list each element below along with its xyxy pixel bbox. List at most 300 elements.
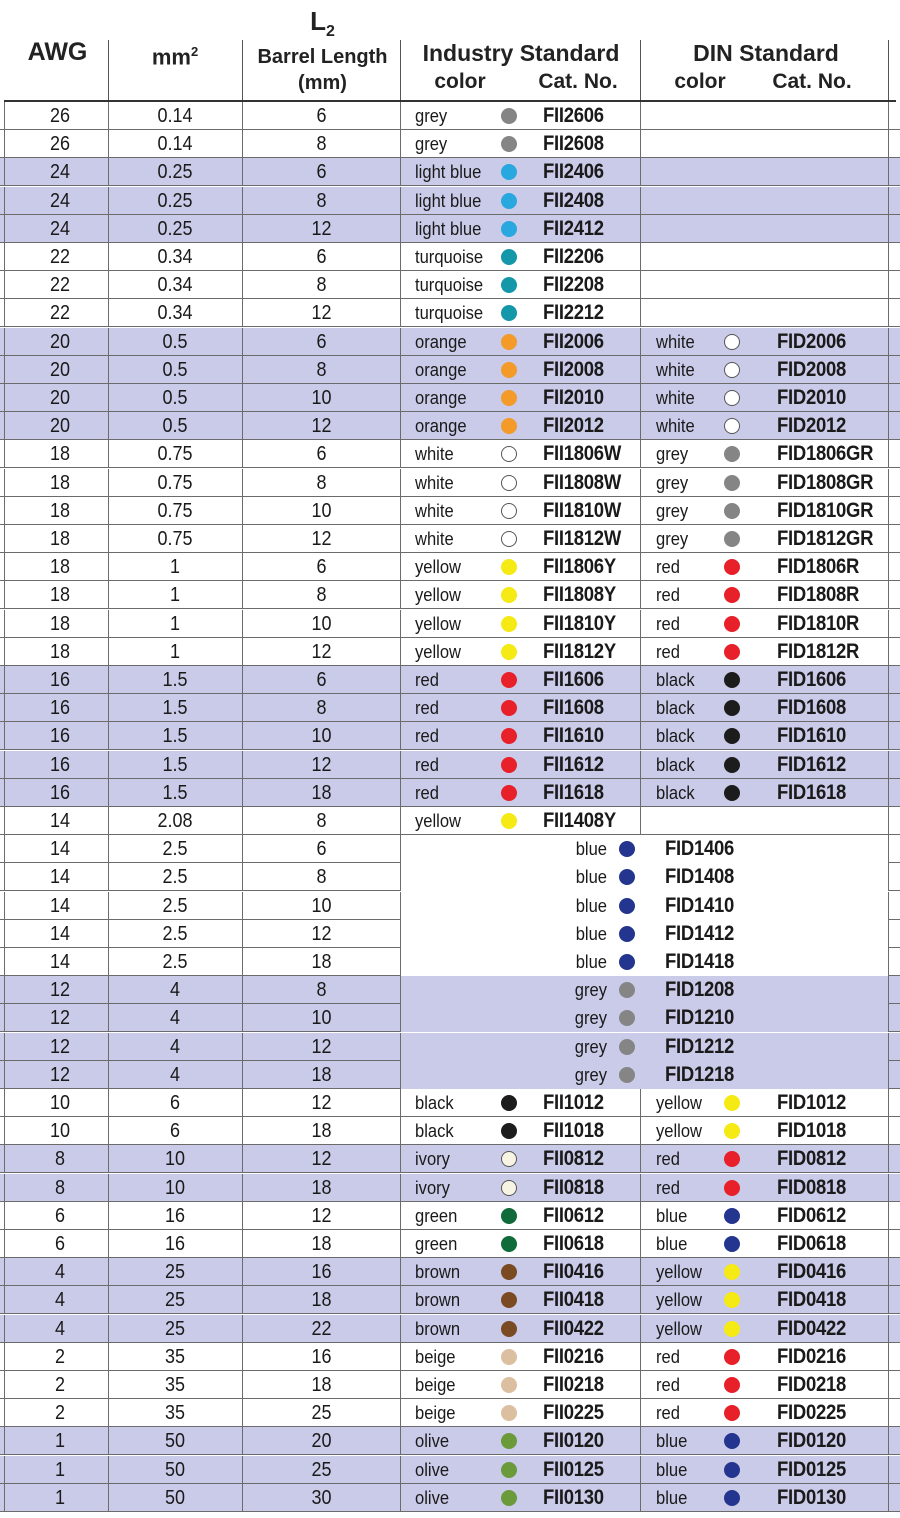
column-divider <box>242 1004 243 1032</box>
din-color-label: blue <box>656 1205 688 1226</box>
awg-cell: 12 <box>49 1035 71 1058</box>
column-divider <box>640 638 641 666</box>
din-cat-no: FID1208 <box>665 978 735 1002</box>
column-divider <box>108 440 109 468</box>
din-color-label: yellow <box>656 1318 703 1339</box>
column-divider <box>640 694 641 722</box>
industry-color-swatch <box>501 559 517 575</box>
din-color-swatch <box>724 559 740 575</box>
industry-color-swatch <box>501 1123 517 1139</box>
table-row <box>0 610 900 638</box>
column-divider <box>888 553 889 581</box>
din-color-swatch <box>724 418 740 434</box>
din-cat-no: FID0225 <box>777 1401 847 1425</box>
column-divider <box>400 694 401 722</box>
mm2-cell: 0.75 <box>157 528 193 550</box>
industry-cat-no: FII2208 <box>543 273 604 297</box>
industry-color-swatch <box>501 1490 517 1506</box>
column-divider <box>108 694 109 722</box>
column-divider <box>640 1484 641 1512</box>
industry-cat-no: FII1018 <box>543 1119 604 1143</box>
awg-cell: 14 <box>49 922 71 945</box>
length-cell: 10 <box>311 894 332 917</box>
din-color-label: grey <box>574 1064 607 1085</box>
industry-cat-no: FII1808Y <box>543 583 616 607</box>
industry-color-swatch <box>501 164 517 180</box>
industry-cat-no: FII2212 <box>543 301 604 325</box>
column-divider <box>888 1230 889 1258</box>
column-divider <box>888 694 889 722</box>
column-divider <box>888 1145 889 1173</box>
din-cat-no: FID2012 <box>777 414 847 438</box>
column-divider <box>888 976 889 1004</box>
din-cat-no: FID0618 <box>777 1232 847 1255</box>
din-cat-no: FID1606 <box>777 668 847 691</box>
column-divider <box>888 863 889 891</box>
awg-cell: 6 <box>54 1233 66 1255</box>
column-divider <box>242 1202 243 1230</box>
column-divider <box>242 1174 243 1202</box>
industry-cat-no: FII1618 <box>543 780 604 804</box>
column-divider <box>640 328 641 356</box>
column-divider <box>108 1399 109 1427</box>
column-divider <box>108 1033 109 1061</box>
column-divider <box>400 1427 401 1455</box>
header-mm2-sup: 2 <box>190 44 199 59</box>
column-divider <box>4 1484 5 1512</box>
industry-color-label: beige <box>415 1375 456 1395</box>
column-divider <box>242 610 243 638</box>
din-color-label: grey <box>656 472 689 493</box>
column-divider <box>400 835 401 863</box>
table-row <box>0 1371 900 1399</box>
industry-color-swatch <box>501 503 517 519</box>
column-divider <box>242 722 243 750</box>
industry-color-swatch <box>501 1377 517 1393</box>
column-divider <box>242 553 243 581</box>
din-color-swatch <box>724 700 740 716</box>
column-divider <box>4 920 5 948</box>
column-divider <box>640 1117 641 1145</box>
industry-color-label: yellow <box>415 641 462 662</box>
din-cat-no: FID1406 <box>665 837 735 861</box>
din-cat-no: FID2010 <box>777 386 847 409</box>
din-cat-no: FID0130 <box>777 1485 847 1509</box>
din-cat-no: FID1806GR <box>777 442 874 466</box>
din-cat-no: FID1812R <box>777 639 860 663</box>
din-cat-no: FID0418 <box>777 1288 847 1312</box>
table-row <box>0 102 900 130</box>
mm2-cell: 2.08 <box>157 810 193 832</box>
column-divider <box>400 215 401 243</box>
column-divider <box>640 1089 641 1117</box>
awg-cell: 10 <box>49 1092 71 1114</box>
din-color-swatch <box>724 475 740 491</box>
din-color-swatch <box>724 1321 740 1337</box>
industry-color-label: turquoise <box>415 275 484 296</box>
industry-color-label: orange <box>415 416 467 437</box>
column-divider <box>4 976 5 1004</box>
length-cell: 25 <box>311 1458 332 1481</box>
table-row <box>0 328 900 356</box>
industry-color-swatch <box>501 728 517 744</box>
industry-cat-no: FII1012 <box>543 1091 604 1114</box>
column-divider <box>640 1399 641 1427</box>
awg-cell: 18 <box>49 471 71 494</box>
industry-cat-no: FII0120 <box>543 1429 604 1453</box>
length-cell: 6 <box>316 838 327 861</box>
awg-cell: 14 <box>49 894 71 917</box>
column-divider <box>108 920 109 948</box>
table-row <box>0 1286 900 1314</box>
din-color-label: black <box>656 726 695 747</box>
column-divider <box>108 158 109 186</box>
column-divider <box>4 469 5 497</box>
column-divider <box>400 1371 401 1399</box>
industry-color-label: ivory <box>415 1177 450 1198</box>
mm2-cell: 4 <box>169 1063 181 1086</box>
din-cat-no: FID1410 <box>665 893 735 917</box>
awg-cell: 18 <box>49 443 71 466</box>
column-divider <box>242 102 243 130</box>
column-divider <box>242 976 243 1004</box>
column-divider <box>640 581 641 609</box>
table-row <box>0 1089 900 1117</box>
awg-cell: 14 <box>49 810 71 832</box>
industry-color-swatch <box>501 136 517 152</box>
column-divider <box>4 581 5 609</box>
industry-color-swatch <box>501 1236 517 1252</box>
column-divider <box>400 130 401 158</box>
column-divider <box>888 1371 889 1399</box>
length-cell: 6 <box>316 246 327 268</box>
column-divider <box>888 215 889 243</box>
industry-cat-no: FII0218 <box>543 1373 604 1396</box>
awg-cell: 8 <box>54 1176 66 1199</box>
industry-cat-no: FII0818 <box>543 1175 604 1199</box>
table-row <box>0 130 900 158</box>
industry-color-label: olive <box>415 1487 450 1508</box>
length-cell: 12 <box>311 1204 332 1227</box>
column-divider <box>4 1089 5 1117</box>
din-cat-no: FID1608 <box>777 696 847 720</box>
industry-color-swatch <box>501 390 517 406</box>
column-divider <box>400 243 401 271</box>
column-divider <box>108 328 109 356</box>
table-row <box>0 356 900 384</box>
industry-color-label: brown <box>415 1318 461 1339</box>
din-color-swatch <box>724 1462 740 1478</box>
length-cell: 18 <box>311 1120 332 1143</box>
column-divider <box>4 328 5 356</box>
column-divider <box>242 751 243 779</box>
industry-color-label: beige <box>415 1403 456 1424</box>
din-color-swatch <box>724 1236 740 1252</box>
column-divider <box>400 497 401 525</box>
length-cell: 6 <box>316 669 327 691</box>
column-divider <box>640 243 641 271</box>
column-divider <box>640 356 641 384</box>
length-cell: 18 <box>311 1233 332 1255</box>
column-divider <box>242 1343 243 1371</box>
din-color-swatch <box>724 1377 740 1393</box>
mm2-cell: 4 <box>169 979 181 1002</box>
industry-cat-no: FII2412 <box>543 216 604 240</box>
column-divider <box>888 835 889 863</box>
industry-color-swatch <box>501 418 517 434</box>
column-divider <box>4 102 5 130</box>
column-divider <box>640 497 641 525</box>
column-divider <box>4 384 5 412</box>
industry-color-label: yellow <box>415 557 462 578</box>
mm2-cell: 2.5 <box>162 922 188 945</box>
industry-color-swatch <box>501 305 517 321</box>
awg-cell: 2 <box>54 1345 66 1368</box>
column-divider <box>400 722 401 750</box>
table-row <box>0 553 900 581</box>
column-divider <box>108 1343 109 1371</box>
column-divider <box>888 1033 889 1061</box>
length-cell: 22 <box>311 1317 332 1340</box>
table-row <box>0 1315 900 1343</box>
industry-color-swatch <box>501 108 517 124</box>
industry-color-label: red <box>415 698 439 719</box>
column-divider <box>108 525 109 553</box>
column-divider <box>108 751 109 779</box>
length-cell: 18 <box>311 1289 332 1312</box>
table-row <box>0 863 900 891</box>
table-row <box>0 271 900 299</box>
column-divider <box>242 525 243 553</box>
column-divider <box>108 1456 109 1484</box>
mm2-cell: 1.5 <box>162 753 188 776</box>
awg-cell: 8 <box>54 1148 66 1171</box>
awg-cell: 14 <box>49 838 71 861</box>
awg-cell: 2 <box>54 1402 66 1425</box>
column-divider <box>400 1004 401 1032</box>
din-color-label: yellow <box>656 1290 703 1311</box>
column-divider <box>4 1004 5 1032</box>
column-divider <box>888 440 889 468</box>
column-divider <box>242 187 243 215</box>
industry-cat-no: FII1608 <box>543 696 604 720</box>
mm2-cell: 0.75 <box>157 443 193 466</box>
column-divider <box>242 638 243 666</box>
column-divider <box>888 722 889 750</box>
industry-color-swatch <box>501 1462 517 1478</box>
industry-cat-no: FII1606 <box>543 668 604 691</box>
length-cell: 16 <box>311 1261 332 1284</box>
industry-color-swatch <box>501 249 517 265</box>
column-divider <box>4 1033 5 1061</box>
column-divider <box>400 863 401 891</box>
industry-color-label: red <box>415 754 439 775</box>
column-divider <box>888 581 889 609</box>
column-divider <box>4 1371 5 1399</box>
column-divider <box>242 497 243 525</box>
column-divider <box>242 299 243 327</box>
column-divider <box>242 412 243 440</box>
mm2-cell: 0.14 <box>157 105 193 127</box>
column-divider <box>640 1371 641 1399</box>
din-cat-no: FID0612 <box>777 1203 847 1227</box>
industry-color-swatch <box>501 277 517 293</box>
industry-color-swatch <box>501 785 517 801</box>
industry-color-label: white <box>415 500 454 521</box>
din-color-swatch <box>724 1208 740 1224</box>
industry-cat-no: FII2008 <box>543 357 604 381</box>
din-cat-no: FID1810R <box>777 611 860 635</box>
industry-color-label: turquoise <box>415 303 484 324</box>
industry-cat-no: FII1808W <box>543 470 622 494</box>
industry-cat-no: FII0418 <box>543 1288 604 1312</box>
industry-cat-no: FII1806W <box>543 442 622 466</box>
column-divider <box>4 1343 5 1371</box>
column-divider <box>4 215 5 243</box>
table-row <box>0 243 900 271</box>
industry-color-swatch <box>501 644 517 660</box>
column-divider <box>4 1230 5 1258</box>
column-divider <box>108 469 109 497</box>
industry-color-label: light blue <box>415 218 482 239</box>
table-row <box>0 638 900 666</box>
column-divider <box>108 299 109 327</box>
length-cell: 8 <box>316 866 327 889</box>
column-divider <box>108 1484 109 1512</box>
mm2-cell: 0.5 <box>162 387 188 409</box>
din-color-label: grey <box>656 444 689 465</box>
column-divider <box>242 243 243 271</box>
header-industry-title: Industry Standard <box>422 40 620 66</box>
length-cell: 6 <box>316 330 327 353</box>
din-color-swatch <box>619 1067 635 1083</box>
length-cell: 8 <box>316 274 327 297</box>
mm2-cell: 2.5 <box>162 894 188 917</box>
header-divider <box>400 40 401 100</box>
column-divider <box>242 384 243 412</box>
column-divider <box>4 948 5 976</box>
din-color-swatch <box>619 898 635 914</box>
industry-color-swatch <box>501 1208 517 1224</box>
table-row <box>0 384 900 412</box>
industry-color-label: white <box>415 444 454 465</box>
length-cell: 10 <box>311 725 332 748</box>
column-divider <box>400 271 401 299</box>
din-cat-no: FID1612 <box>777 752 847 776</box>
column-divider <box>888 892 889 920</box>
column-divider <box>242 1286 243 1314</box>
industry-cat-no: FII1408Y <box>543 809 616 832</box>
merged-standard-cell <box>401 920 888 948</box>
awg-cell: 4 <box>54 1317 66 1340</box>
column-divider <box>242 1315 243 1343</box>
industry-color-label: beige <box>415 1346 456 1367</box>
awg-cell: 26 <box>49 105 71 127</box>
column-divider <box>400 1484 401 1512</box>
mm2-cell: 1.5 <box>162 697 188 720</box>
din-color-label: black <box>656 754 695 775</box>
mm2-cell: 4 <box>169 1035 181 1058</box>
industry-color-label: orange <box>415 388 467 408</box>
column-divider <box>242 1089 243 1117</box>
length-cell: 8 <box>316 810 327 832</box>
din-color-swatch <box>724 446 740 462</box>
industry-color-label: light blue <box>415 190 482 211</box>
length-cell: 18 <box>311 1374 332 1396</box>
table-row <box>0 187 900 215</box>
industry-cat-no: FII1810W <box>543 498 622 522</box>
industry-color-label: yellow <box>415 811 462 831</box>
column-divider <box>400 1061 401 1089</box>
length-cell: 8 <box>316 133 327 156</box>
column-divider <box>108 666 109 694</box>
column-divider <box>242 1230 243 1258</box>
column-divider <box>888 412 889 440</box>
table-row <box>0 976 900 1004</box>
mm2-cell: 2.5 <box>162 866 188 889</box>
awg-cell: 1 <box>54 1458 66 1481</box>
mm2-cell: 50 <box>164 1458 186 1481</box>
din-cat-no: FID1012 <box>777 1091 847 1114</box>
din-cat-no: FID1018 <box>777 1119 847 1143</box>
column-divider <box>4 751 5 779</box>
column-divider <box>888 130 889 158</box>
column-divider <box>888 525 889 553</box>
industry-color-swatch <box>501 334 517 350</box>
header-barrel-line2: (mm) <box>298 72 347 94</box>
column-divider <box>400 1089 401 1117</box>
column-divider <box>640 469 641 497</box>
industry-cat-no: FII0812 <box>543 1147 604 1171</box>
length-cell: 10 <box>311 499 332 522</box>
table-row <box>0 1174 900 1202</box>
length-cell: 12 <box>311 753 332 776</box>
din-color-label: red <box>656 1375 680 1395</box>
column-divider <box>108 807 109 835</box>
industry-color-label: grey <box>415 134 448 155</box>
column-divider <box>400 328 401 356</box>
industry-cat-no: FII2006 <box>543 329 604 353</box>
column-divider <box>242 581 243 609</box>
column-divider <box>400 666 401 694</box>
din-color-label: white <box>656 416 695 437</box>
mm2-cell: 1 <box>169 640 181 663</box>
column-divider <box>4 412 5 440</box>
din-color-label: blue <box>656 1459 688 1480</box>
awg-cell: 26 <box>49 133 71 156</box>
column-divider <box>242 271 243 299</box>
column-divider <box>888 1117 889 1145</box>
column-divider <box>888 807 889 835</box>
column-divider <box>4 187 5 215</box>
column-divider <box>888 1174 889 1202</box>
din-color-swatch <box>724 1433 740 1449</box>
column-divider <box>400 187 401 215</box>
table-row <box>0 1427 900 1455</box>
column-divider <box>108 1315 109 1343</box>
din-cat-no: FID1812GR <box>777 527 874 550</box>
column-divider <box>400 779 401 807</box>
industry-color-swatch <box>501 1321 517 1337</box>
column-divider <box>242 920 243 948</box>
column-divider <box>888 1004 889 1032</box>
column-divider <box>108 1174 109 1202</box>
column-divider <box>888 1258 889 1286</box>
mm2-cell: 0.34 <box>157 274 193 297</box>
column-divider <box>888 1061 889 1089</box>
mm2-cell: 2.5 <box>162 838 188 861</box>
column-divider <box>888 1427 889 1455</box>
